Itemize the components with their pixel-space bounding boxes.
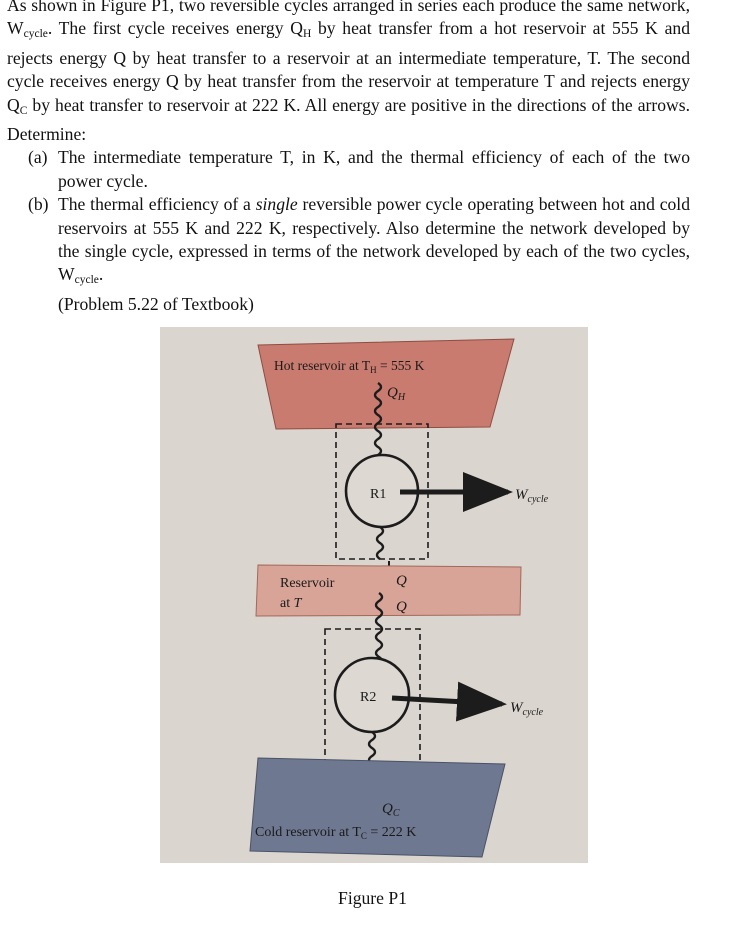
work-label-2: $W_{cycle}$ [510, 700, 544, 718]
intro-text-3: by heat transfer from a hot reservoir at 555 K and rejects energy Q by heat transfer to a reservoir at an intermediate temperature, T. The second cycle receives energy Q by heat transfer from the reservoir at temperature T and rejects energy Q [7, 18, 690, 115]
problem-statement [7, 0, 690, 316]
cycle-r2-label: R2 [360, 690, 377, 705]
source-note: (Problem 5.22 of Textbook) [58, 293, 254, 314]
reservoir-t-label-line2: at T [280, 596, 302, 611]
q-label-1: Q [396, 573, 407, 589]
problem-intro [7, 0, 690, 146]
cold-reservoir [250, 758, 505, 857]
cold-reservoir-label: Cold reservoir at $T_C = 222$ K [255, 825, 417, 841]
cycle-r1-label: R1 [370, 487, 387, 502]
part-a [7, 146, 690, 193]
part-b-text-3: . [98, 264, 104, 285]
figure-caption: Figure P1 [338, 888, 407, 908]
qc-subscript: C [19, 104, 28, 117]
part-b-emphasis: single [255, 194, 298, 215]
hot-reservoir [258, 339, 514, 429]
qc-label: $Q_C$ [382, 801, 400, 819]
wcycle-subscript: cycle [23, 28, 48, 41]
intro-text-2: . The first cycle receives energy Q [47, 18, 303, 39]
intro-text-1: As shown in Figure P1, two reversible cycles arranged in series each produce the same network, W [7, 0, 690, 39]
reversible-cycles-diagram [160, 327, 588, 863]
hot-reservoir-label: Hot reservoir at $T_H = 555$ K [274, 358, 425, 375]
reservoir-t-label-line1: Reservoir [280, 576, 335, 591]
question-parts [7, 146, 690, 292]
figure-p1 [160, 327, 588, 863]
part-b-text-1: The thermal efficiency of a [58, 194, 256, 215]
qh-subscript: H [302, 28, 312, 41]
part-b-letter: (b) [28, 194, 49, 215]
part-b-wcycle-subscript: cycle [74, 274, 99, 287]
part-a-letter: (a) [28, 147, 48, 168]
work-label-1: $W_{cycle}$ [515, 487, 549, 505]
qh-label: $Q_H$ [387, 385, 406, 403]
part-a-text: The intermediate temperature T, in K, and the thermal efficiency of each of the two power cycle. [58, 147, 690, 191]
part-b-text-2: reversible power cycle operating between hot and cold reservoirs at 555 K and 222 K, respectively. Also determine the network developed by the single cycle, expressed in terms of the network developed by each of the two cycles, W [58, 194, 690, 285]
part-b [7, 193, 690, 293]
q-label-2: Q [396, 599, 407, 615]
intro-text-4: by heat transfer to reservoir at 222 K. All energy are positive in the directions of the arrows. Determine: [7, 94, 690, 145]
